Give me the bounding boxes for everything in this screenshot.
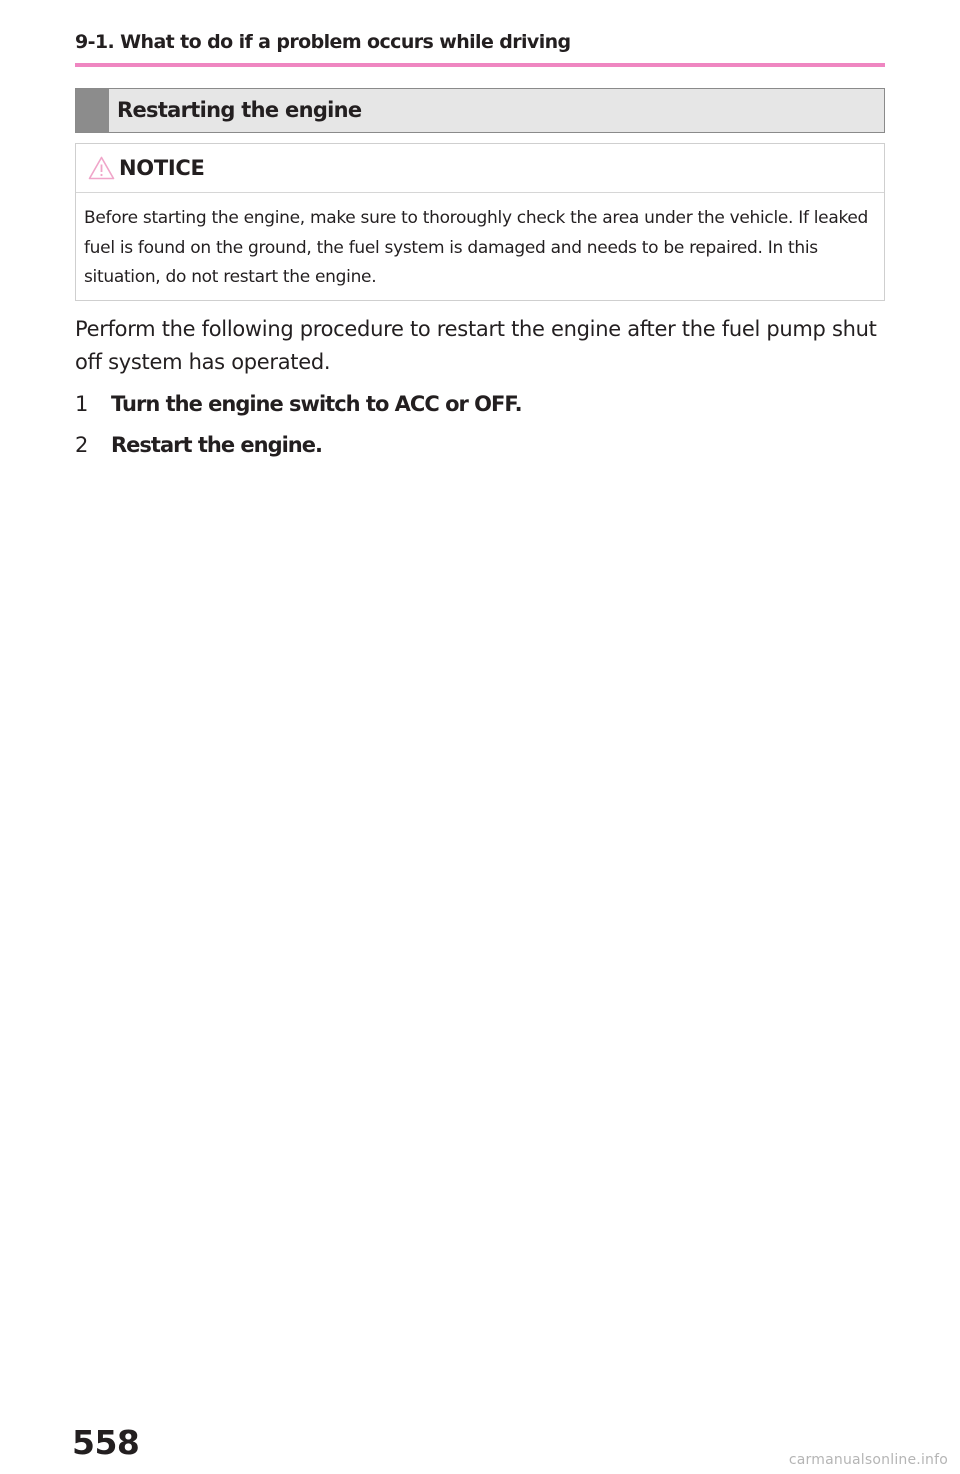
step-number: 1 xyxy=(75,392,89,416)
section-heading-bar xyxy=(75,88,885,133)
step-text: Turn the engine switch to ACC or OFF. xyxy=(111,392,522,416)
notice-label: NOTICE xyxy=(119,156,205,180)
running-header: 9-1. What to do if a problem occurs while driving xyxy=(75,31,571,53)
section-heading-title: Restarting the engine xyxy=(117,98,362,122)
notice-box xyxy=(75,143,885,301)
step-number: 2 xyxy=(75,433,89,457)
page-number: 558 xyxy=(72,1423,140,1462)
notice-header xyxy=(76,144,884,193)
intro-paragraph: Perform the following procedure to restart the engine after the fuel pump shut off system has operated. xyxy=(75,317,877,374)
watermark: carmanualsonline.info xyxy=(788,1452,948,1468)
notice-body-text: Before starting the engine, make sure to thoroughly check the area under the vehicle. If leaked fuel is found on the ground, the fuel system is damaged and needs to be repaired. In this situation, do not restart the engine. xyxy=(84,208,869,287)
header-rule xyxy=(75,63,885,67)
step-text: Restart the engine. xyxy=(111,433,322,457)
section-heading-marker xyxy=(76,89,109,132)
warning-triangle-icon xyxy=(88,156,115,180)
